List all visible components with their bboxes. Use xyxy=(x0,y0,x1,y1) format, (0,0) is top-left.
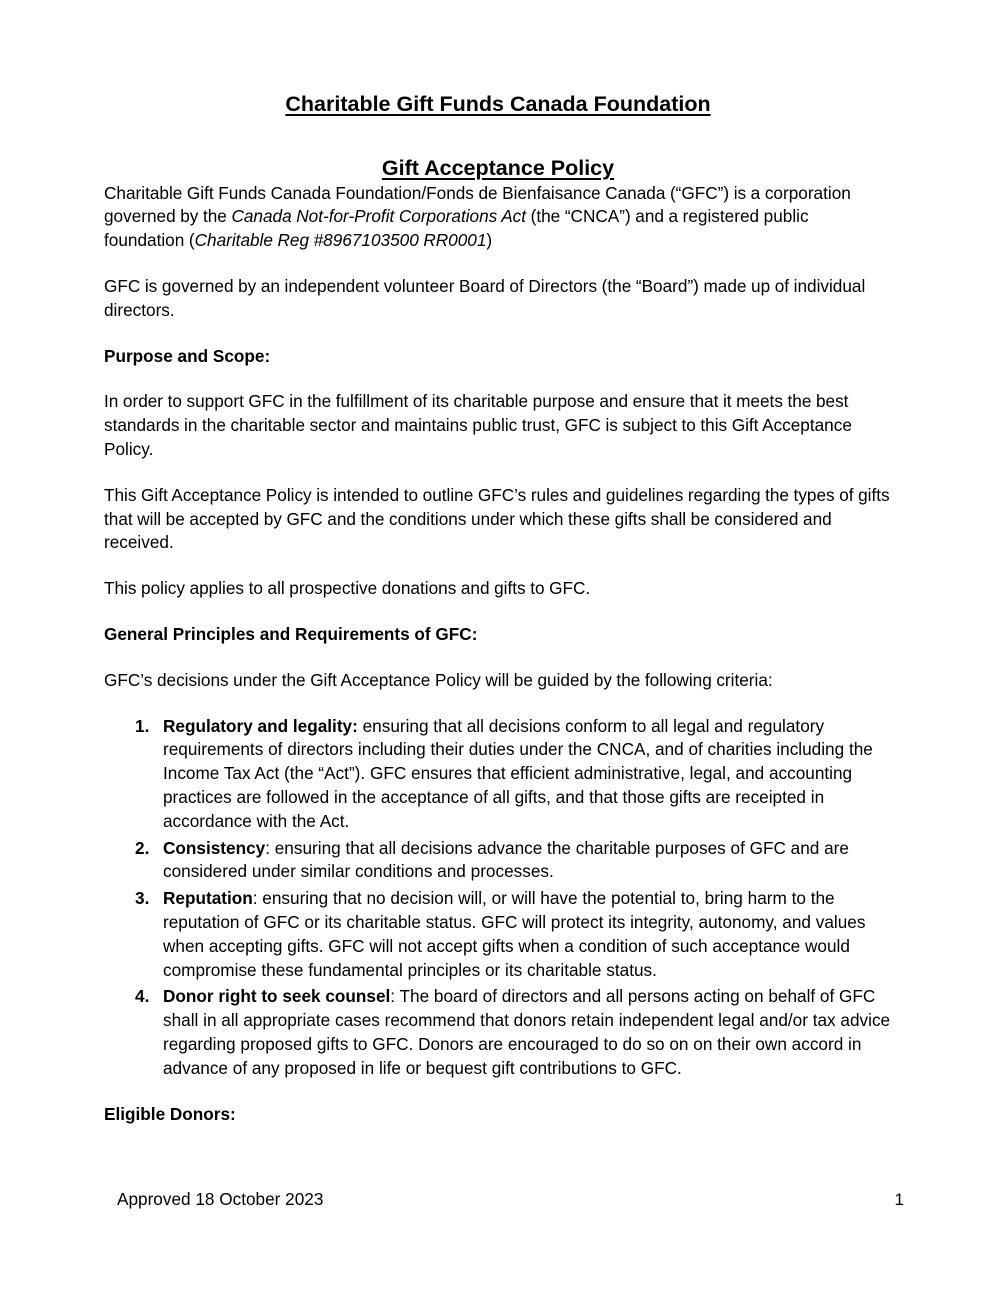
title-sub-wrapper xyxy=(104,118,892,182)
intro-paragraph-1 xyxy=(104,182,892,253)
list-item xyxy=(104,837,892,885)
intro-p1-italic-cnca: Canada Not-for-Profit Corporations Act xyxy=(231,206,527,227)
intro-p1-part2: (the “CNCA”) and a registered public foundation ( xyxy=(104,206,809,251)
footer-page-number: 1 xyxy=(894,1190,904,1209)
list-item xyxy=(104,985,892,1080)
list-item xyxy=(104,715,892,834)
page-subtitle-text: Gift Acceptance Policy xyxy=(381,155,615,180)
purpose-paragraph-1: In order to support GFC in the fulfillment of its charitable purpose and ensure that it meets the best standards in the charitable sector and maintains public trust, GFC is subject to this Gift Acceptance Policy. xyxy=(104,391,852,459)
purpose-paragraph-3: This policy applies to all prospective donations and gifts to GFC. xyxy=(104,578,591,599)
criteria-lead-label: Regulatory and legality: xyxy=(163,715,358,736)
heading-general-principles: General Principles and Requirements of GFC: xyxy=(104,623,478,644)
purpose-paragraph-2: This Gift Acceptance Policy is intended to outline GFC’s rules and guidelines regarding the types of gifts that will be accepted by GFC and the conditions under which these gifts shall be considered and received. xyxy=(104,484,890,553)
criteria-lead-label: Donor right to seek counsel xyxy=(163,986,391,1007)
footer-approved-date: Approved 18 October 2023 xyxy=(117,1189,324,1209)
title-main-wrapper xyxy=(104,0,892,118)
document-content xyxy=(104,0,892,1126)
heading-purpose-and-scope: Purpose and Scope: xyxy=(104,345,271,366)
page-title-text: Charitable Gift Funds Canada Foundation xyxy=(285,92,711,116)
page-footer xyxy=(117,1188,904,1212)
criteria-lead-label: Consistency xyxy=(163,837,266,858)
criteria-lead-label: Reputation xyxy=(163,888,253,909)
heading-eligible-donors: Eligible Donors: xyxy=(104,1103,236,1124)
criteria-body-text: ensuring that all decisions conform to all legal and regulatory requirements of directors including their duties under the CNCA, and of charities including the Income Tax Act (the “Act”). GFC ensures that efficient administrative, legal, and accounting practices are followed in the acceptance of all gifts, and that those gifts are receipted in accordance with the Act. xyxy=(163,715,873,831)
criteria-body-text: : The board of directors and all persons acting on behalf of GFC shall in all appropriate cases recommend that donors retain independent legal and/or tax advice regarding proposed gifts to GFC. Donors are encouraged to do so on on their own accord in advance of any proposed in life or bequest gift contributions to GFC. xyxy=(163,986,891,1078)
intro-p1-part1: Charitable Gift Funds Canada Foundation/Fonds de Bienfaisance Canada (“GFC”) is a corporation governed by the xyxy=(104,182,851,227)
criteria-body-text: : ensuring that no decision will, or will have the potential to, bring harm to the reputation of GFC or its charitable status. GFC will protect its integrity, autonomy, and values when accepting gifts. GFC will not accept gifts when a condition of such acceptance would compromise these fundamental principles or its charitable status. xyxy=(163,888,866,980)
principles-intro-paragraph: GFC’s decisions under the Gift Acceptance Policy will be guided by the following criteria: xyxy=(104,669,773,690)
page-title xyxy=(104,92,892,118)
criteria-body-text: : ensuring that all decisions advance the charitable purposes of GFC and are considered under similar conditions and processes. xyxy=(163,837,849,882)
list-item xyxy=(104,887,892,982)
criteria-list xyxy=(104,715,892,1081)
intro-p1-italic-reg: Charitable Reg #8967103500 RR0001 xyxy=(194,230,487,251)
page-subtitle xyxy=(104,156,892,182)
intro-paragraph-2: GFC is governed by an independent volunteer Board of Directors (the “Board”) made up of individual directors. xyxy=(104,275,866,320)
intro-p1-part3: ) xyxy=(486,230,493,251)
